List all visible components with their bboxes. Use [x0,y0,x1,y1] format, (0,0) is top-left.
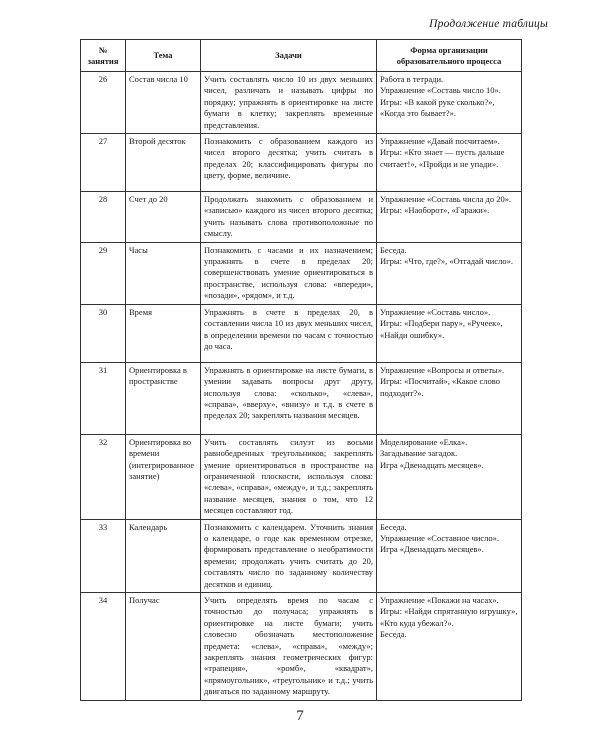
table-row [81,362,522,434]
lesson-forms-text: Моделирование «Елка». Загадывание загадок. Игра «Двенадцать месяцев». [380,436,484,470]
header-number: № занятия [81,40,126,72]
lesson-topic: Получас [126,592,201,700]
lesson-tasks: Упражнять в ориентировке на листе бумаги, в умении задавать вопросы друг другу, используя слова: «сколько», «слева», «справа», «вверху», «внизу» и т.д. в счете в пределах 20; закреплять названия месяцев. [201,362,377,434]
lesson-tasks: Познакомить с часами и их назначением; упражнять в счете в пределах 20; совершенствовать умение ориентироваться в пространстве, используя слова: «впереди», «позади», «рядом», и т.д. [201,242,377,304]
page-number: 7 [296,708,304,724]
lesson-forms-text: Беседа. Игры: «Что, где?», «Отгадай число». [380,244,513,267]
lesson-topic: Часы [126,242,201,304]
lesson-forms-text: Работа в тетради. Упражнение «Составь число 10». Игры: «В какой руке сколько?», «Когда это бывает?». [380,74,501,119]
lesson-number: 28 [81,192,126,243]
lesson-number: 27 [81,134,126,192]
lesson-forms-text: Беседа. Упражнение «Составное число». Игра «Двенадцать месяцев». [380,521,500,555]
lesson-forms-text: Упражнение «Вопросы и ответы». Игры: «Посчитай», «Какое слово подходит?». [380,364,505,398]
lesson-number: 29 [81,242,126,304]
lesson-forms-text: Упражнение «Составь числа до 20». Игры: «Наоборот», «Гаражи». [380,194,512,216]
lesson-topic: Состав числа 10 [126,72,201,134]
lesson-number: 32 [81,434,126,519]
lesson-forms [377,134,522,192]
lesson-tasks: Учить определять время по часам с точностью до получаса; упражнять в ориентировке на листе бумаги; учить словесно обозначать местоположение предмета: «слева», «справа», «между»; закреплять знания геометрических фигур: «трапеция», «ромб», «квадрат», «прямоугольник», «треугольник» и т.д.; учить двигаться по заданному маршруту. [201,592,377,700]
lesson-tasks: Познакомить с календарем. Уточнить знания о календаре, о годе как временном отрезке, формировать представление о необратимости времени; продолжать учить считать до 20, составлять число по заданному количеству десятков и единиц. [201,519,377,592]
lesson-forms [377,434,522,519]
lesson-tasks: Продолжать знакомить с образованием и «записью» каждого из чисел второго десятка; учить называть слова противоположные по смыслу. [201,192,377,243]
lesson-tasks: Упражнять в счете в пределах 20, в составлении числа 10 из двух меньших чисел, в определении времени по часам с точностью до часа. [201,304,377,362]
lesson-number: 26 [81,72,126,134]
lessons-table [80,39,522,701]
lesson-forms [377,362,522,434]
table-row [81,192,522,243]
lesson-forms [377,519,522,592]
lesson-number: 33 [81,519,126,592]
lesson-tasks: Учить составлять число 10 из двух меньших чисел, различать и называть цифры по порядку; упражнять в ориентировке на листе бумаги в клетку; закреплять временные представления. [201,72,377,134]
lesson-topic: Календарь [126,519,201,592]
table-row [81,304,522,362]
header-forms: Форма организации образовательного процесса [377,40,522,72]
lesson-topic: Второй десяток [126,134,201,192]
lesson-number: 31 [81,362,126,434]
continuation-note: Продолжение таблицы [429,18,548,30]
header-tasks: Задачи [201,40,377,72]
lesson-topic: Счет до 20 [126,192,201,243]
table-row [81,592,522,700]
lesson-topic: Время [126,304,201,362]
lesson-tasks: Познакомить с образованием каждого из чисел второго десятка; учить считать в пределах 20; классифицировать фигуры по цвету, форме, величине. [201,134,377,192]
lesson-number: 30 [81,304,126,362]
lesson-topic: Ориентировка в пространстве [126,362,201,434]
lesson-forms [377,192,522,243]
lesson-number: 34 [81,592,126,700]
lesson-forms [377,592,522,700]
lesson-forms-text: Упражнение «Составь число». Игры: «Подбери пару», «Ручеек», «Найди ошибку». [380,306,503,340]
lesson-tasks: Учить составлять силуэт из восьми равнобедренных треугольников; закреплять умение ориентироваться в пространстве на ограниченной плоскости, используя слова: «слева», «справа», «между», и т.д.; закреплять название месяцев, знания о том, что 12 месяцев составляют год. [201,434,377,519]
lesson-forms-text: Упражнение «Давай посчитаем». Игры: «Кто знает — пусть дальше считает!», «Пройди и не упади». [380,136,505,169]
lesson-forms [377,72,522,134]
table-header-row [81,40,522,72]
header-topic: Тема [126,40,201,72]
table-row [81,72,522,134]
table-row [81,134,522,192]
table-row [81,242,522,304]
table-row [81,519,522,592]
lesson-forms [377,304,522,362]
lesson-topic: Ориентировка во времени (интегрированное занятие) [126,434,201,519]
lesson-forms [377,242,522,304]
table-row [81,434,522,519]
lesson-forms-text: Упражнение «Покажи на часах». Игры: «Найди спрятанную игрушку», «Кто куда убежал?». Беседа. [380,594,518,640]
